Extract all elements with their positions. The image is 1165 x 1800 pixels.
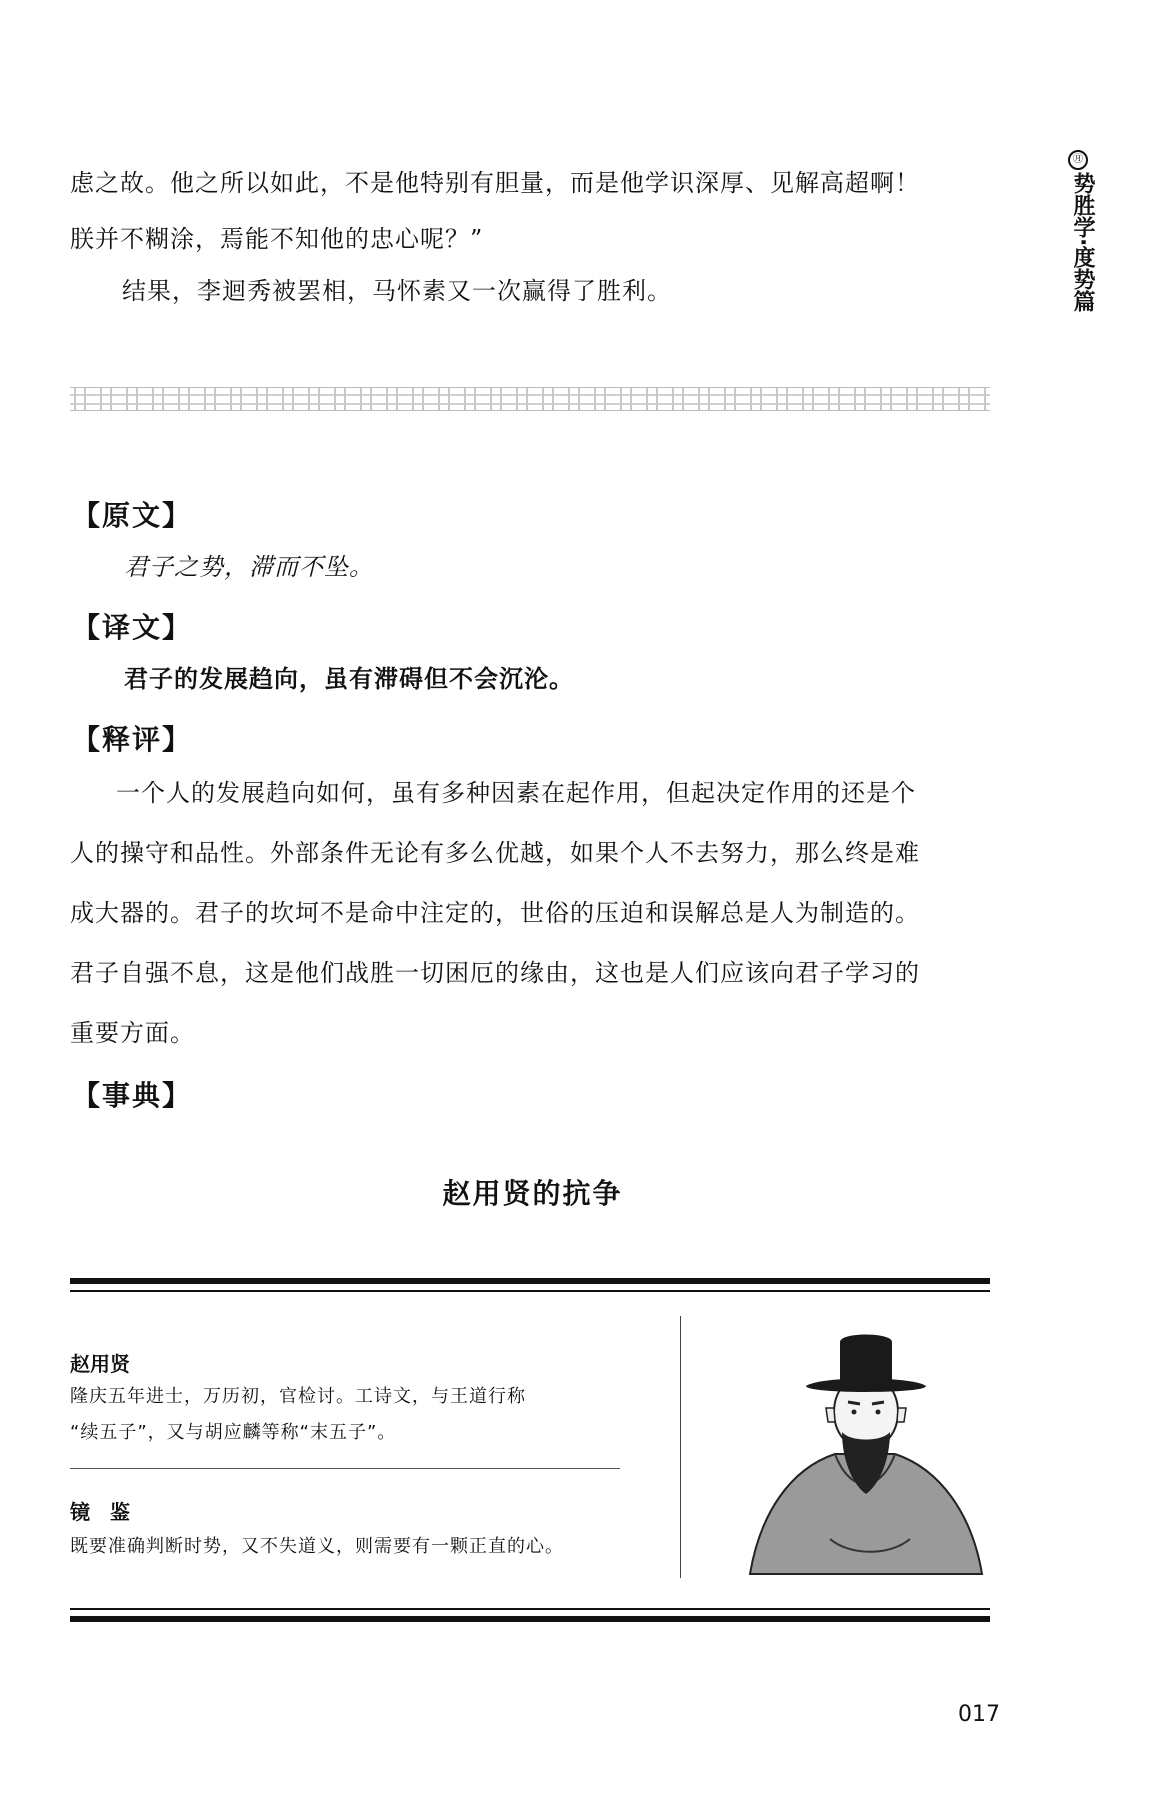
decorative-border [70,387,990,411]
profile-bio-line-1: 隆庆五年进士，万历初，官检讨。工诗文，与王道行称 [70,1386,526,1407]
commentary-line: 重要方面。 [70,1019,195,1047]
story-line-2: 朕并不糊涂，焉能不知他的忠心呢？” [70,225,484,253]
box-top-rule-thin [70,1290,990,1292]
mirror-text: 既要准确判断时势，又不失道义，则需要有一颗正直的心。 [70,1536,564,1557]
running-header: 势胜学·度势篇 [1070,172,1095,313]
anecdote-heading: 【事典】 [72,1079,193,1112]
mirror-heading: 镜 鉴 [70,1500,130,1524]
commentary-line: 君子自强不息，这是他们战胜一切困厄的缘由，这也是人们应该向君子学习的 [70,959,920,987]
story-title: 赵用贤的抗争 [442,1177,623,1210]
box-top-rule [70,1278,990,1284]
translation-heading: 【译文】 [72,611,193,644]
portrait-illustration [740,1324,990,1580]
story-line-1: 虑之故。他之所以如此，不是他特别有胆量，而是他学识深厚、见解高超啊！ [70,169,920,197]
commentary-heading: 【释评】 [72,723,193,756]
translation-text: 君子的发展趋向，虽有滞碍但不会沉沦。 [124,665,574,693]
commentary-line: 一个人的发展趋向如何，虽有多种因素在起作用，但起决定作用的还是个 [116,779,916,807]
box-bottom-rule-thin [70,1608,990,1610]
original-heading: 【原文】 [72,499,193,532]
profile-bio-line-2: “续五子”，又与胡应麟等称“末五子”。 [70,1422,397,1443]
box-divider [680,1316,681,1578]
commentary-line: 人的操守和品性。外部条件无论有多么优越，如果个人不去努力，那么终是难 [70,839,920,867]
original-text: 君子之势，滞而不坠。 [124,553,374,581]
profile-separator [70,1468,620,1469]
box-bottom-rule [70,1616,990,1622]
profile-name: 赵用贤 [70,1352,130,1376]
page-number: 017 [958,1702,1000,1727]
series-logo-icon: ㊊ [1068,150,1088,170]
commentary-line: 成大器的。君子的坎坷不是命中注定的，世俗的压迫和误解总是人为制造的。 [70,899,920,927]
story-line-3: 结果，李迴秀被罢相，马怀素又一次赢得了胜利。 [122,277,672,305]
